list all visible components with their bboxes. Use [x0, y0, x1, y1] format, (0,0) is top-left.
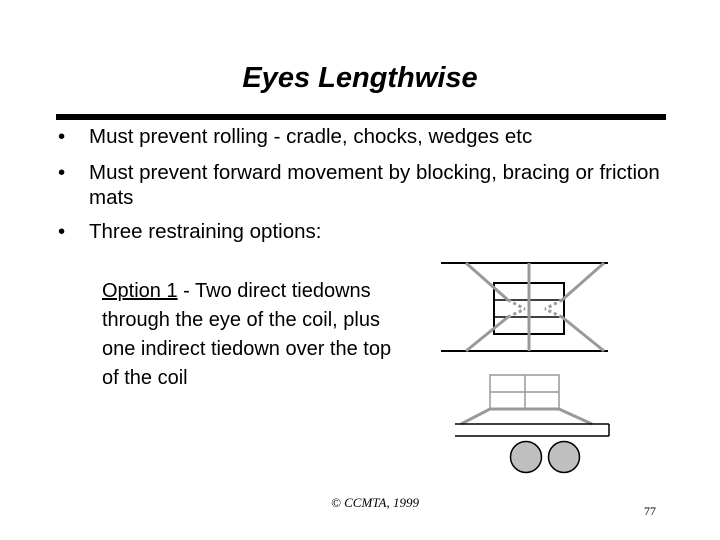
tiedown-strap-side	[461, 409, 592, 424]
copyright-notice: © CCMTA, 1999	[330, 495, 419, 510]
bullet-dot: •	[58, 220, 66, 243]
bullet-text: Must prevent rolling - cradle, chocks, wedges etc	[89, 125, 533, 148]
tiedown-strap	[466, 263, 508, 300]
top-view	[441, 263, 608, 351]
side-view	[455, 375, 609, 473]
page-number: 77	[644, 504, 656, 518]
wheel	[549, 442, 580, 473]
bullet-dot: •	[58, 125, 66, 148]
option-label: Option 1	[102, 280, 178, 302]
tiedown-strap	[562, 263, 604, 300]
slide-title: Eyes Lengthwise	[242, 62, 478, 94]
bullet-text: Must prevent forward movement by blocking, bracing or friction mats	[89, 161, 660, 209]
bullet-text: Three restraining options:	[89, 220, 322, 243]
bullet-dot: •	[58, 161, 66, 184]
tiedown-strap	[562, 317, 604, 351]
option-text: - Two direct tiedowns through the eye of the coil, plus one indirect tiedown over the top of the coil	[102, 280, 392, 389]
wheel	[511, 442, 542, 473]
